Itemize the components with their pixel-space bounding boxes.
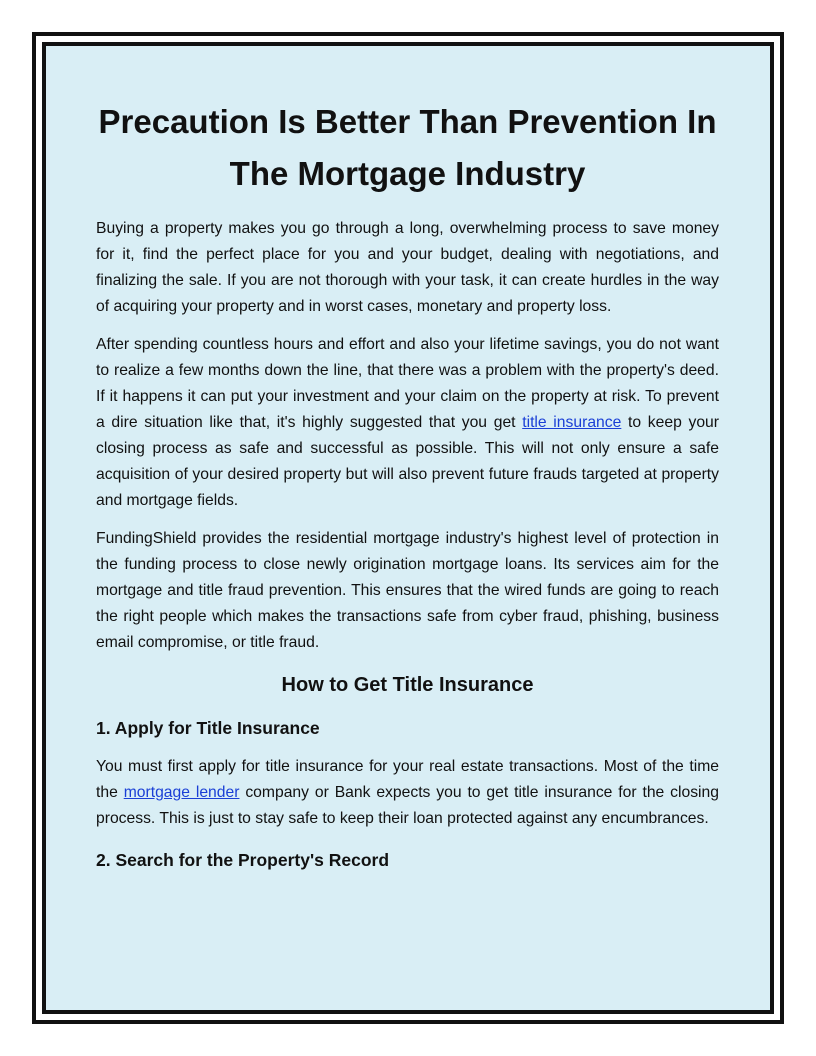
mortgage-lender-link[interactable]: mortgage lender xyxy=(123,784,240,801)
paragraph-fundingshield: FundingShield provides the residential mortgage industry's highest level of protection in the funding process to close newly origination mortgage loans. Its services aim for the mortgage and title fraud prevention. This ensures that the wired funds are going to reach the right people which makes the transactions safe from cyber fraud, phishing, business email compromise, or title fraud. xyxy=(96,530,719,651)
document-title: Precaution Is Better Than Prevention In The Mortgage Industry xyxy=(98,103,717,192)
title-insurance-link[interactable]: title insurance xyxy=(522,414,622,431)
document-body xyxy=(96,96,719,874)
section-heading: How to Get Title Insurance xyxy=(281,674,534,696)
step-1-text-after: company or Bank expects you to get title insurance for the closing process. This is just to stay safe to keep their loan protected against any encumbrances. xyxy=(96,784,719,827)
step-2-heading: 2. Search for the Property's Record xyxy=(96,850,390,870)
step-1-paragraph xyxy=(96,754,719,832)
paragraph-deed-text-after: to keep your closing process as safe and successful as possible. This will not only ensure a safe acquisition of your desired property but will also prevent future frauds targeted at property and mortgage fields. xyxy=(96,414,720,509)
paragraph-deed-text-before: After spending countless hours and effort and also your lifetime savings, you do not want to realize a few months down the line, that there was a problem with the property's deed. If it happens it can put your investment and your claim on the property at risk. To prevent a dire situation like that, it's highly suggested that you get xyxy=(96,336,719,431)
step-1-text-before: You must first apply for title insurance for your real estate transactions. Most of the time the xyxy=(96,758,719,801)
paragraph-deed xyxy=(96,332,719,514)
paragraph-intro: Buying a property makes you go through a long, overwhelming process to save money for it, find the perfect place for you and your budget, dealing with negotiations, and finalizing the sale. If you are not thorough with your task, it can create hurdles in the way of acquiring your property and in worst cases, monetary and property loss. xyxy=(96,220,719,315)
step-1-heading: 1. Apply for Title Insurance xyxy=(96,718,320,738)
